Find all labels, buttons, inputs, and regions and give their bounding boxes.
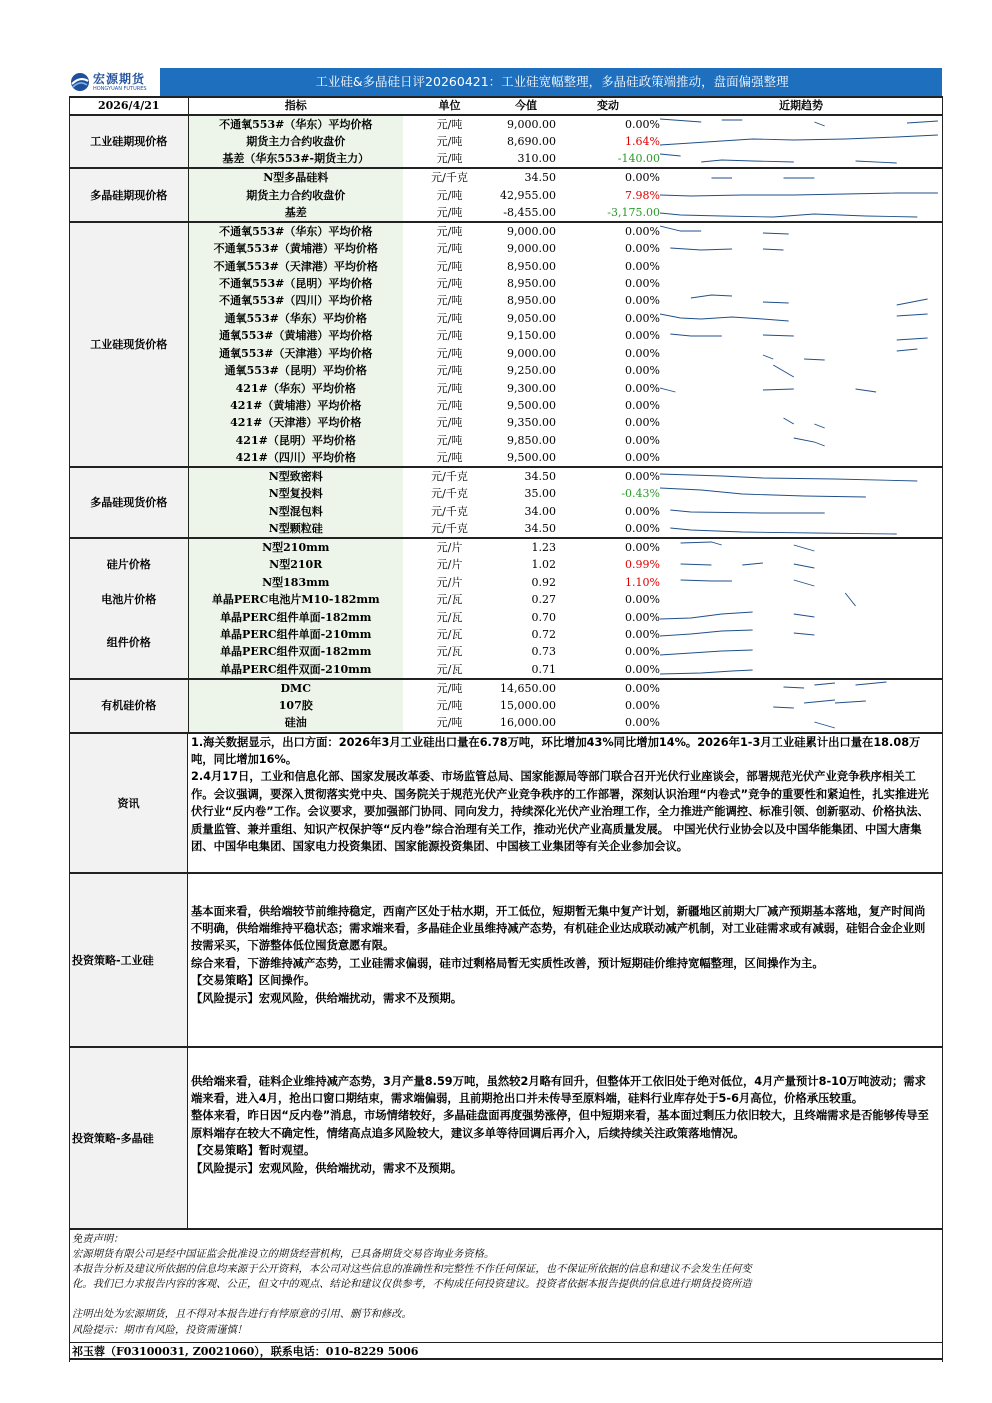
indicator-unit: 元/吨: [436, 311, 463, 325]
indicator-name: 421#（四川）平均价格: [188, 449, 403, 467]
indicator-unit: 元/千克: [431, 487, 468, 501]
indicator-change: 0.00%: [625, 346, 660, 360]
strategy-poly-trade: 【交易策略】暂时观望。: [191, 1144, 316, 1158]
indicator-value: 8,950.00: [507, 276, 556, 290]
company-logo: [68, 68, 160, 96]
trend-sparkline: [660, 362, 942, 379]
indicator-name: 基差: [188, 204, 403, 222]
table-row: [70, 661, 942, 679]
table-row: [70, 449, 942, 467]
indicator-unit: 元/吨: [436, 698, 463, 712]
col-head-change: 变动: [556, 97, 660, 115]
indicator-name: N型多晶硅料: [188, 168, 403, 186]
trend-sparkline: [660, 556, 942, 573]
trend-sparkline: [660, 292, 942, 309]
trend-sparkline: [660, 679, 942, 697]
indicator-name: 421#（天津港）平均价格: [188, 414, 403, 431]
indicator-unit: 元/千克: [403, 168, 496, 186]
group-label: 硅片价格: [70, 538, 188, 591]
indicator-name: N型复投料: [188, 485, 403, 502]
indicator-name: N型183mm: [188, 573, 403, 590]
table-row: [70, 204, 942, 222]
trend-sparkline: [660, 520, 942, 538]
table-row: [70, 133, 942, 150]
indicator-name: 不通氧553#（华东）平均价格: [188, 115, 403, 133]
indicator-change: 0.00%: [625, 276, 660, 290]
indicator-name: 通氧553#（天津港）平均价格: [188, 345, 403, 362]
indicator-name: N型颗粒硅: [188, 520, 403, 538]
logo-text-cn: 宏源期货: [93, 71, 146, 86]
indicator-name: N型混包料: [188, 503, 403, 520]
trend-sparkline: [660, 573, 942, 590]
trend-sparkline: [660, 397, 942, 414]
trend-sparkline: [660, 697, 942, 714]
table-row: [70, 362, 942, 379]
table-row: [70, 257, 942, 274]
trend-sparkline: [660, 714, 942, 731]
indicator-unit: 元/吨: [436, 346, 463, 360]
disclaimer-line: 注明出处为宏源期货，且不得对本报告进行有悖原意的引用、删节和修改。: [72, 1308, 412, 1321]
table-row: [70, 538, 942, 556]
news-item-1: 1.海关数据显示，出口方面：2026年3月工业硅出口量在6.78万吨，环比增加43%同比增加14%。2026年1-3月工业硅累计出口量在18.08万吨，同比增加16%。: [191, 735, 921, 766]
table-row: [70, 414, 942, 431]
indicator-value: 15,000.00: [500, 698, 556, 712]
table-row: [70, 573, 942, 590]
trend-sparkline: [660, 115, 942, 133]
indicator-unit: 元/瓦: [436, 610, 463, 624]
indicator-unit: 元/吨: [436, 433, 463, 447]
table-row: [70, 432, 942, 449]
indicator-value: 8,950.00: [507, 294, 556, 308]
indicator-change: 0.00%: [625, 294, 660, 308]
indicator-name: 107胶: [188, 697, 403, 714]
indicator-name: 单晶PERC组件双面-210mm: [188, 661, 403, 679]
indicator-change: 0.00%: [625, 593, 660, 607]
table-row: [70, 379, 942, 396]
strategy-poly-risk: 【风险提示】宏观风险，供给端扰动，需求不及预期。: [191, 1161, 463, 1175]
trend-sparkline: [660, 240, 942, 257]
indicator-unit: 元/吨: [436, 152, 463, 166]
indicator-change: 0.00%: [556, 679, 660, 697]
table-row: [70, 275, 942, 292]
price-table: [70, 96, 942, 732]
indicator-change: 0.00%: [625, 416, 660, 430]
news-item-2: 2.4月17日，工业和信息化部、国家发展改革委、市场监管总局、国家能源局等部门联合召开光伏行业座谈会，部署规范光伏产业竞争秩序相关工作。会议强调，要深入贯彻落实党中央、国务院关于规范光伏产业竞争秩序的工作部署，深刻认识治理“内卷式”竞争的重要性和紧迫性，扎实推进光伏行业“反内卷”工作。会议要求，要加强部门协同、同向发力，持续深化光伏产业治理工作，全力推进产能调控、标准引领、创新驱动、价格执法、质量监管、兼并重组、知识产权保护等“反内卷”综合治理有关工作，推动光伏产业高质量发展。 中国光伏行业协会以及中国华能集团、中国大唐集团、中国华电集团、国家电力投资集团、国家能源投资集团、中国核工业集团等有关企业参加会议。: [191, 770, 929, 853]
indicator-change: 0.00%: [556, 538, 660, 556]
indicator-value: 42,955.00: [500, 188, 556, 202]
indicator-unit: 元/吨: [436, 276, 463, 290]
trend-sparkline: [660, 414, 942, 431]
table-row: [70, 186, 942, 203]
indicator-name: 不通氧553#（黄埔港）平均价格: [188, 240, 403, 257]
indicator-unit: 元/吨: [403, 222, 496, 240]
strategy-si-trade: 【交易策略】区间操作。: [191, 974, 316, 988]
indicator-value: 0.27: [531, 593, 556, 607]
trend-sparkline: [660, 150, 942, 168]
indicator-unit: 元/吨: [436, 205, 463, 219]
risk-warning: 风险提示：期市有风险，投资需谨慎！: [72, 1323, 248, 1336]
indicator-change: 0.00%: [625, 364, 660, 378]
indicator-change: 0.00%: [625, 522, 660, 535]
trend-sparkline: [660, 626, 942, 643]
table-row: [70, 643, 942, 660]
indicator-value: 9,150.00: [507, 329, 556, 343]
strategy-poly-label: 投资策略-多晶硅: [70, 1048, 188, 1228]
group-label: 组件价格: [70, 608, 188, 678]
indicator-unit: 元/瓦: [436, 627, 463, 641]
indicator-unit: 元/吨: [436, 416, 463, 430]
indicator-value: 9,500.00: [507, 399, 556, 413]
indicator-unit: 元/吨: [436, 381, 463, 395]
indicator-unit: 元/瓦: [436, 645, 463, 659]
table-row: [70, 240, 942, 257]
indicator-value: 34.50: [496, 467, 556, 485]
table-row: [70, 310, 942, 327]
disclaimer-title: 免责声明：: [72, 1232, 124, 1245]
news-section: [70, 732, 942, 872]
indicator-value: 1.02: [531, 558, 556, 572]
table-row: [70, 697, 942, 714]
indicator-change: 0.00%: [625, 242, 660, 256]
indicator-name: 单晶PERC组件双面-182mm: [188, 643, 403, 660]
indicator-change: 0.00%: [625, 662, 660, 676]
table-row: [70, 679, 942, 697]
indicator-value: 9,300.00: [507, 381, 556, 395]
indicator-value: 9,000.00: [496, 115, 556, 133]
indicator-value: 35.00: [524, 487, 556, 501]
indicator-name: 单晶PERC组件单面-210mm: [188, 626, 403, 643]
indicator-change: 0.00%: [625, 259, 660, 273]
strategy-si-section: [70, 872, 942, 1046]
strategy-poly-section: [70, 1046, 942, 1228]
indicator-name: N型致密料: [188, 467, 403, 485]
trend-sparkline: [660, 608, 942, 625]
trend-sparkline: [660, 168, 942, 186]
indicator-value: 0.92: [531, 575, 556, 589]
table-row: [70, 556, 942, 573]
table-row: [70, 591, 942, 608]
trend-sparkline: [660, 449, 942, 467]
indicator-name: DMC: [188, 679, 403, 697]
indicator-unit: 元/吨: [436, 135, 463, 149]
indicator-unit: 元/吨: [436, 188, 463, 202]
table-row: [70, 327, 942, 344]
table-row: [70, 626, 942, 643]
indicator-change: 0.00%: [625, 645, 660, 659]
indicator-value: 0.71: [531, 662, 556, 676]
indicator-change: 1.64%: [625, 135, 660, 149]
indicator-value: 9,850.00: [507, 433, 556, 447]
trend-sparkline: [660, 503, 942, 520]
indicator-change: -0.43%: [621, 487, 660, 501]
col-head-value: 今值: [496, 97, 556, 115]
indicator-change: 0.00%: [625, 433, 660, 447]
strategy-si-risk: 【风险提示】宏观风险，供给端扰动，需求不及预期。: [191, 991, 463, 1005]
indicator-name: 基差（华东553#-期货主力）: [188, 150, 403, 168]
indicator-change: 0.00%: [625, 451, 660, 465]
disclaimer-line: 本报告分析及建议所依据的信息均来源于公开资料，本公司对这些信息的准确性和完整性不作任何保证，也不保证所依据的信息和建议不会发生任何变: [72, 1262, 752, 1275]
indicator-unit: 元/片: [436, 575, 463, 589]
indicator-name: 通氧553#（昆明）平均价格: [188, 362, 403, 379]
indicator-value: 310.00: [517, 152, 556, 166]
indicator-value: 8,690.00: [507, 135, 556, 149]
trend-sparkline: [660, 345, 942, 362]
table-row: [70, 150, 942, 168]
indicator-value: -8,455.00: [503, 205, 556, 219]
indicator-unit: 元/吨: [403, 115, 496, 133]
group-label: 工业硅现货价格: [70, 222, 188, 467]
trend-sparkline: [660, 133, 942, 150]
indicator-change: -3,175.00: [607, 205, 660, 219]
report-page: [70, 68, 942, 1360]
indicator-unit: 元/千克: [403, 467, 496, 485]
indicator-change: 0.00%: [625, 381, 660, 395]
indicator-unit: 元/片: [403, 538, 496, 556]
indicator-value: 9,000.00: [496, 222, 556, 240]
table-row: [70, 397, 942, 414]
indicator-name: 不通氧553#（天津港）平均价格: [188, 257, 403, 274]
group-label: 多晶硅期现价格: [70, 168, 188, 221]
table-row: [70, 222, 942, 240]
trend-sparkline: [660, 467, 942, 485]
indicator-change: 0.00%: [625, 311, 660, 325]
indicator-change: 0.00%: [625, 716, 660, 730]
indicator-name: 421#（昆明）平均价格: [188, 432, 403, 449]
trend-sparkline: [660, 591, 942, 608]
report-header: [70, 68, 942, 96]
indicator-value: 9,000.00: [507, 346, 556, 360]
indicator-value: 9,050.00: [507, 311, 556, 325]
indicator-change: 1.10%: [625, 575, 660, 589]
indicator-value: 0.70: [531, 610, 556, 624]
strategy-si-fundamentals: 基本面来看，供给端较节前维持稳定，西南产区处于枯水期，开工低位，短期暂无集中复产计划，新疆地区前期大厂减产预期基本落地，复产时间尚不明确，供给端维持平稳状态；需求端来看，多晶硅企业虽维持减产态势，有机硅企业达成联动减产机制，对工业硅需求或有减弱，硅铝合金企业则按需采买，下游整体低位囤货意愿有限。: [191, 904, 926, 953]
indicator-value: 0.73: [531, 645, 556, 659]
indicator-change: -140.00: [617, 152, 660, 166]
col-head-trend: 近期趋势: [660, 97, 942, 115]
indicator-unit: 元/吨: [436, 259, 463, 273]
trend-sparkline: [660, 643, 942, 660]
trend-sparkline: [660, 310, 942, 327]
indicator-name: 不通氧553#（昆明）平均价格: [188, 275, 403, 292]
report-date: 2026/4/21: [70, 97, 188, 115]
group-label: 有机硅价格: [70, 679, 188, 732]
analyst-contact: 祁玉蓉（F03100031, Z0021060），联系电话：010-8229 5006: [70, 1342, 942, 1360]
group-label: 多晶硅现货价格: [70, 467, 188, 538]
indicator-value: 34.50: [496, 168, 556, 186]
table-row: [70, 292, 942, 309]
trend-sparkline: [660, 186, 942, 203]
indicator-change: 0.00%: [625, 329, 660, 343]
indicator-name: 通氧553#（华东）平均价格: [188, 310, 403, 327]
report-title: 工业硅&多晶硅日评20260421：工业硅宽幅整理，多晶硅政策端推动，盘面偏强整理: [315, 74, 789, 89]
indicator-unit: 元/千克: [431, 522, 468, 535]
strategy-si-summary: 综合来看，下游维持减产态势，工业硅需求偏弱，硅市过剩格局暂无实质性改善，预计短期硅价维持宽幅整理，区间操作为主。: [191, 956, 824, 970]
indicator-change: 0.00%: [625, 504, 660, 518]
indicator-change: 0.00%: [556, 168, 660, 186]
trend-sparkline: [660, 432, 942, 449]
indicator-change: 0.00%: [625, 698, 660, 712]
indicator-change: 0.99%: [625, 558, 660, 572]
indicator-name: 421#（华东）平均价格: [188, 379, 403, 396]
indicator-unit: 元/片: [436, 558, 463, 572]
indicator-unit: 元/吨: [436, 399, 463, 413]
strategy-poly-fundamentals: 供给端来看，硅料企业维持减产态势，3月产量8.59万吨，虽然较2月略有回升，但整体开工依旧处于绝对低位，4月产量预计8-10万吨波动；需求端来看，进入4月，抢出口窗口期结束，需求端偏弱，且前期抢出口并未传导至原料端，硅料行业库存处于5-6月高位，价格承压较重。: [191, 1074, 926, 1105]
group-label: 工业硅期现价格: [70, 115, 188, 168]
indicator-value: 1.23: [496, 538, 556, 556]
indicator-name: 期货主力合约收盘价: [188, 186, 403, 203]
logo-text-en: HONGYUAN FUTURES: [93, 85, 147, 92]
indicator-change: 0.00%: [556, 115, 660, 133]
indicator-name: 硅油: [188, 714, 403, 731]
indicator-change: 0.00%: [556, 222, 660, 240]
indicator-unit: 元/吨: [436, 451, 463, 465]
table-row: [70, 520, 942, 538]
group-label: 电池片价格: [70, 591, 188, 608]
indicator-value: 16,000.00: [500, 716, 556, 730]
indicator-value: 9,350.00: [507, 416, 556, 430]
table-row: [70, 503, 942, 520]
indicator-change: 0.00%: [625, 399, 660, 413]
indicator-value: 9,000.00: [507, 242, 556, 256]
trend-sparkline: [660, 485, 942, 502]
table-row: [70, 115, 942, 133]
indicator-name: N型210R: [188, 556, 403, 573]
trend-sparkline: [660, 538, 942, 556]
trend-sparkline: [660, 204, 942, 222]
table-row: [70, 345, 942, 362]
strategy-poly-summary: 整体来看，昨日因“反内卷”消息，市场情绪较好，多晶硅盘面再度强势涨停，但中短期来看，基本面过剩压力依旧较大，且终端需求是否能够传导至原料端存在较大不确定性，情绪高点追多风险较大，建议多单等待回调后再介入，后续持续关注政策落地情况。: [191, 1109, 929, 1140]
trend-sparkline: [660, 327, 942, 344]
news-label: 资讯: [70, 734, 188, 872]
indicator-value: 34.00: [524, 504, 556, 518]
indicator-unit: 元/吨: [436, 716, 463, 730]
table-row: [70, 714, 942, 731]
indicator-change: 0.00%: [556, 467, 660, 485]
table-row: [70, 608, 942, 625]
col-head-indicator: 指标: [188, 97, 403, 115]
indicator-change: 0.00%: [625, 610, 660, 624]
indicator-value: 9,500.00: [507, 451, 556, 465]
trend-sparkline: [660, 379, 942, 396]
indicator-value: 0.72: [531, 627, 556, 641]
logo-swoosh-icon: [70, 72, 90, 92]
strategy-si-label: 投资策略-工业硅: [70, 874, 188, 1046]
indicator-change: 0.00%: [625, 627, 660, 641]
indicator-unit: 元/瓦: [436, 662, 463, 676]
indicator-name: 421#（黄埔港）平均价格: [188, 397, 403, 414]
disclaimer: [70, 1228, 942, 1342]
indicator-value: 8,950.00: [507, 259, 556, 273]
indicator-name: 不通氧553#（四川）平均价格: [188, 292, 403, 309]
col-head-unit: 单位: [403, 97, 496, 115]
indicator-value: 14,650.00: [496, 679, 556, 697]
indicator-name: 不通氧553#（华东）平均价格: [188, 222, 403, 240]
trend-sparkline: [660, 257, 942, 274]
indicator-value: 9,250.00: [507, 364, 556, 378]
disclaimer-line: 化。我们已力求报告内容的客观、公正，但文中的观点、结论和建议仅供参考，不构成任何投资建议。投资者依据本报告提供的信息进行期货投资所造: [72, 1278, 752, 1291]
indicator-unit: 元/吨: [403, 679, 496, 697]
indicator-name: 单晶PERC电池片M10-182mm: [188, 591, 403, 608]
indicator-unit: 元/吨: [436, 294, 463, 308]
indicator-unit: 元/千克: [431, 504, 468, 518]
disclaimer-line: 宏源期货有限公司是经中国证监会批准设立的期货经营机构，已具备期货交易咨询业务资格。: [72, 1247, 495, 1260]
table-row: [70, 467, 942, 485]
indicator-unit: 元/瓦: [436, 593, 463, 607]
trend-sparkline: [660, 275, 942, 292]
trend-sparkline: [660, 222, 942, 240]
indicator-name: 通氧553#（黄埔港）平均价格: [188, 327, 403, 344]
indicator-unit: 元/吨: [436, 242, 463, 256]
indicator-value: 34.50: [524, 522, 556, 535]
indicator-name: 期货主力合约收盘价: [188, 133, 403, 150]
indicator-unit: 元/吨: [436, 329, 463, 343]
indicator-unit: 元/吨: [436, 364, 463, 378]
trend-sparkline: [660, 661, 942, 679]
table-row: [70, 168, 942, 186]
indicator-name: 单晶PERC组件单面-182mm: [188, 608, 403, 625]
indicator-change: 7.98%: [625, 188, 660, 202]
indicator-name: N型210mm: [188, 538, 403, 556]
table-row: [70, 485, 942, 502]
